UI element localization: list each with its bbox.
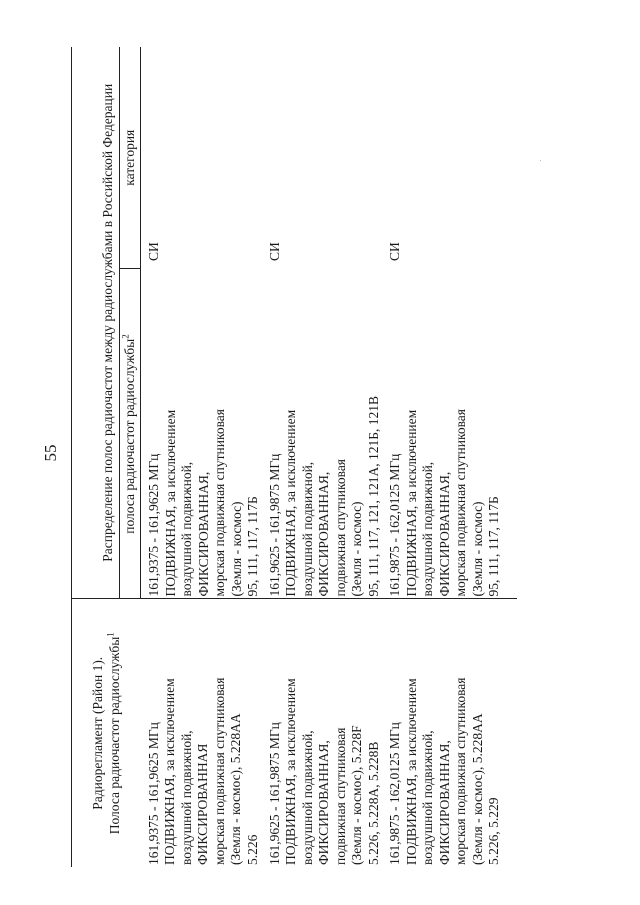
cell-line: 161,9375 - 161,9625 МГц [145,722,161,865]
page-number: 55 [41,444,60,462]
cell-regulation [262,599,383,867]
cell-line: ПОДВИЖНАЯ, за исключением [162,409,178,597]
cell-line: ПОДВИЖНАЯ, за исключением [283,678,298,865]
cell-line: морская подвижная спутниковая [211,677,227,865]
cell-line: 161,9875 - 162,0125 МГц [387,453,402,597]
scan-speck [540,160,541,161]
cell-line: 95, 111, 117, 117Б [245,496,260,597]
allocation-table-wrapper [71,47,526,867]
cell-line: (Земля - космос), 5.228F [349,725,364,865]
cell-line: 95, 111, 117, 121, 121А, 121Б, 121В [365,395,381,597]
cell-line: ПОДВИЖНАЯ, за исключением [283,409,298,597]
cell-line: ПОДВИЖНАЯ, за исключением [403,409,419,597]
cell-line: подвижная спутниковая [332,727,348,865]
cell-category: СИ [146,242,161,261]
cell-line: ПОДВИЖНАЯ, за исключением [403,678,419,865]
cell-line: воздушной подвижной, [299,461,315,597]
cell-line: подвижная спутниковая [332,458,348,597]
cell-line: 161,9375 - 161,9625 МГц [146,453,161,597]
cell-line: 5.226, 5.229 [486,797,501,865]
frequency-allocation-table [71,47,517,867]
header-rf-allocation: Распределение полос радиочастот между радиослужбами в Российской Федерации [72,47,120,599]
cell-line: ФИКСИРОВАННАЯ [195,743,210,865]
cell-line: ФИКСИРОВАННАЯ, [436,471,452,597]
cell-line: (Земля - космос), 5.228АА [228,713,243,865]
cell-rf-band [141,269,262,599]
cell-line: ПОДВИЖНАЯ, за исключением [162,678,177,865]
header-category: категория [120,47,141,269]
cell-line: воздушной подвижной, [299,730,315,865]
footnote-mark-2: 2 [120,334,131,339]
cell-line: воздушной подвижной, [178,730,194,865]
cell-rf-band [262,269,383,599]
table-row [262,47,383,867]
cell-line: воздушной подвижной, [179,461,194,597]
table-row [141,47,262,867]
cell-line: 95, 111, 117, 117Б [486,496,501,597]
table-row [382,47,517,867]
cell-regulation [141,599,262,867]
header-regulation-line2-wrap [106,600,123,868]
cell-rf-band [382,269,517,599]
header-rf-band [120,269,141,599]
cell-line: (Земля - космос) [349,501,364,597]
cell-line: (Земля - космос) [469,501,485,597]
footnote-mark-1: 1 [105,632,116,637]
header-rf-band-label: полоса радиочастот радиослужбы [121,338,137,534]
cell-line: воздушной подвижной, [420,461,435,597]
cell-line: ФИКСИРОВАННАЯ, [316,740,331,865]
cell-line: (Земля - космос), 5.228АА [469,713,485,865]
cell-regulation [382,599,517,867]
cell-line: ФИКСИРОВАННАЯ, [195,471,211,597]
cell-line: (Земля - космос) [228,501,244,597]
cell-category: СИ [266,242,282,261]
cell-line: воздушной подвижной, [420,730,435,865]
cell-line: 161,9625 - 161,9875 МГц [266,722,282,865]
cell-line: 161,9875 - 162,0125 МГц [387,722,402,865]
cell-category: СИ [387,242,402,261]
cell-line: ФИКСИРОВАННАЯ, [316,471,331,597]
table-header-row [72,47,120,867]
cell-line: морская подвижная спутниковая [212,409,227,597]
cell-line: морская подвижная спутниковая [453,409,468,597]
cell-line: 5.226 [244,834,260,865]
header-radio-regulations [72,599,141,867]
cell-line: морская подвижная спутниковая [453,677,468,865]
header-regulation-line1: Радиорегламент (Район 1). [90,656,106,810]
header-regulation-line2: Полоса радиочастот радиослужбы [107,636,123,835]
cell-line: 5.226, 5.228А, 5.228В [365,741,381,865]
cell-line: ФИКСИРОВАННАЯ, [436,740,452,865]
cell-line: 161,9625 - 161,9875 МГц [266,453,282,597]
